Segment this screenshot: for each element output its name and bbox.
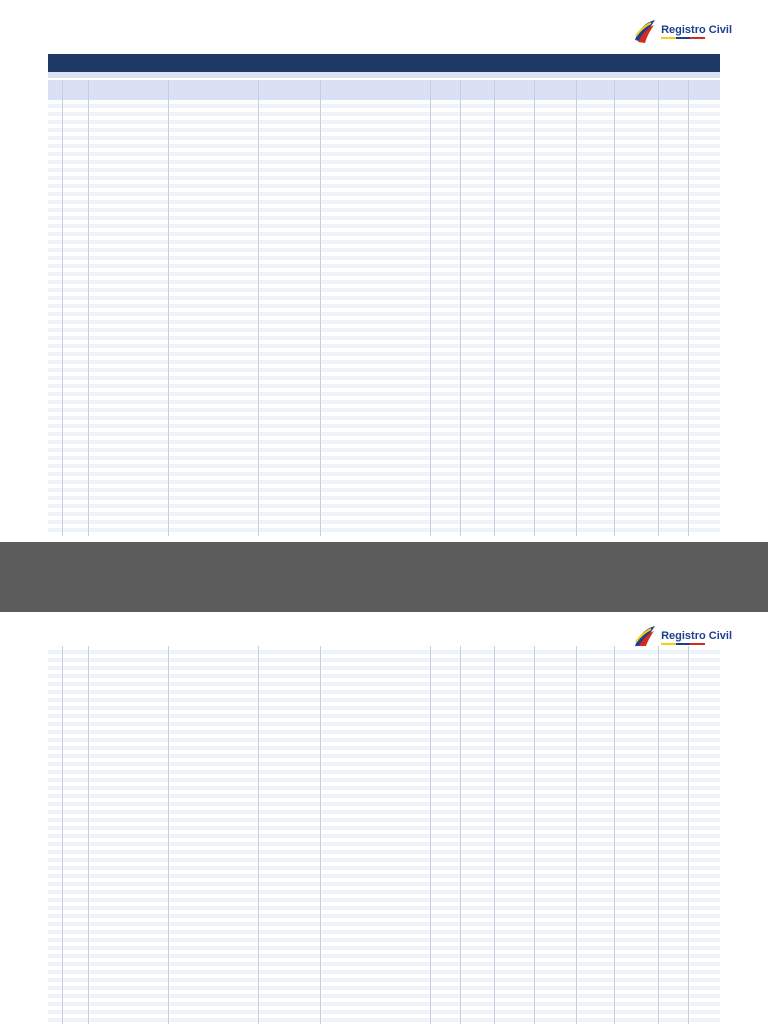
column-divider [534,80,535,536]
column-divider [614,80,615,536]
column-divider [168,646,169,1024]
column-divider [460,646,461,1024]
emblem-icon [633,18,657,44]
flag-stripe [661,643,705,645]
flag-red [690,37,705,39]
salary-table [48,80,720,536]
column-divider [688,646,689,1024]
flag-yellow [661,37,676,39]
salary-table-continued [48,646,720,1024]
column-divider [88,646,89,1024]
column-divider [62,646,63,1024]
column-divider [494,80,495,536]
table-header-row [48,80,720,101]
column-divider [494,646,495,1024]
brand-name: Registro Civil [661,629,732,642]
column-divider [168,80,169,536]
column-group-band [48,72,720,78]
column-divider [534,646,535,1024]
column-divider [258,646,259,1024]
column-divider [460,80,461,536]
column-divider [688,80,689,536]
column-divider [88,80,89,536]
table-subtitle-band [48,64,720,72]
column-divider [62,80,63,536]
page-2 [0,612,768,1024]
column-divider [430,646,431,1024]
column-divider [430,80,431,536]
table-body [48,646,720,1024]
column-divider [658,646,659,1024]
brand-name: Registro Civil [661,23,732,36]
column-divider [258,80,259,536]
flag-red [690,643,705,645]
table-title-band [48,54,720,64]
flag-yellow [661,643,676,645]
flag-blue [676,37,691,39]
column-divider [576,80,577,536]
column-divider [320,80,321,536]
registro-civil-logo [633,18,732,44]
column-divider [614,646,615,1024]
flag-stripe [661,37,705,39]
column-divider [320,646,321,1024]
flag-blue [676,643,691,645]
column-divider [658,80,659,536]
table-body [48,100,720,536]
column-divider [576,646,577,1024]
